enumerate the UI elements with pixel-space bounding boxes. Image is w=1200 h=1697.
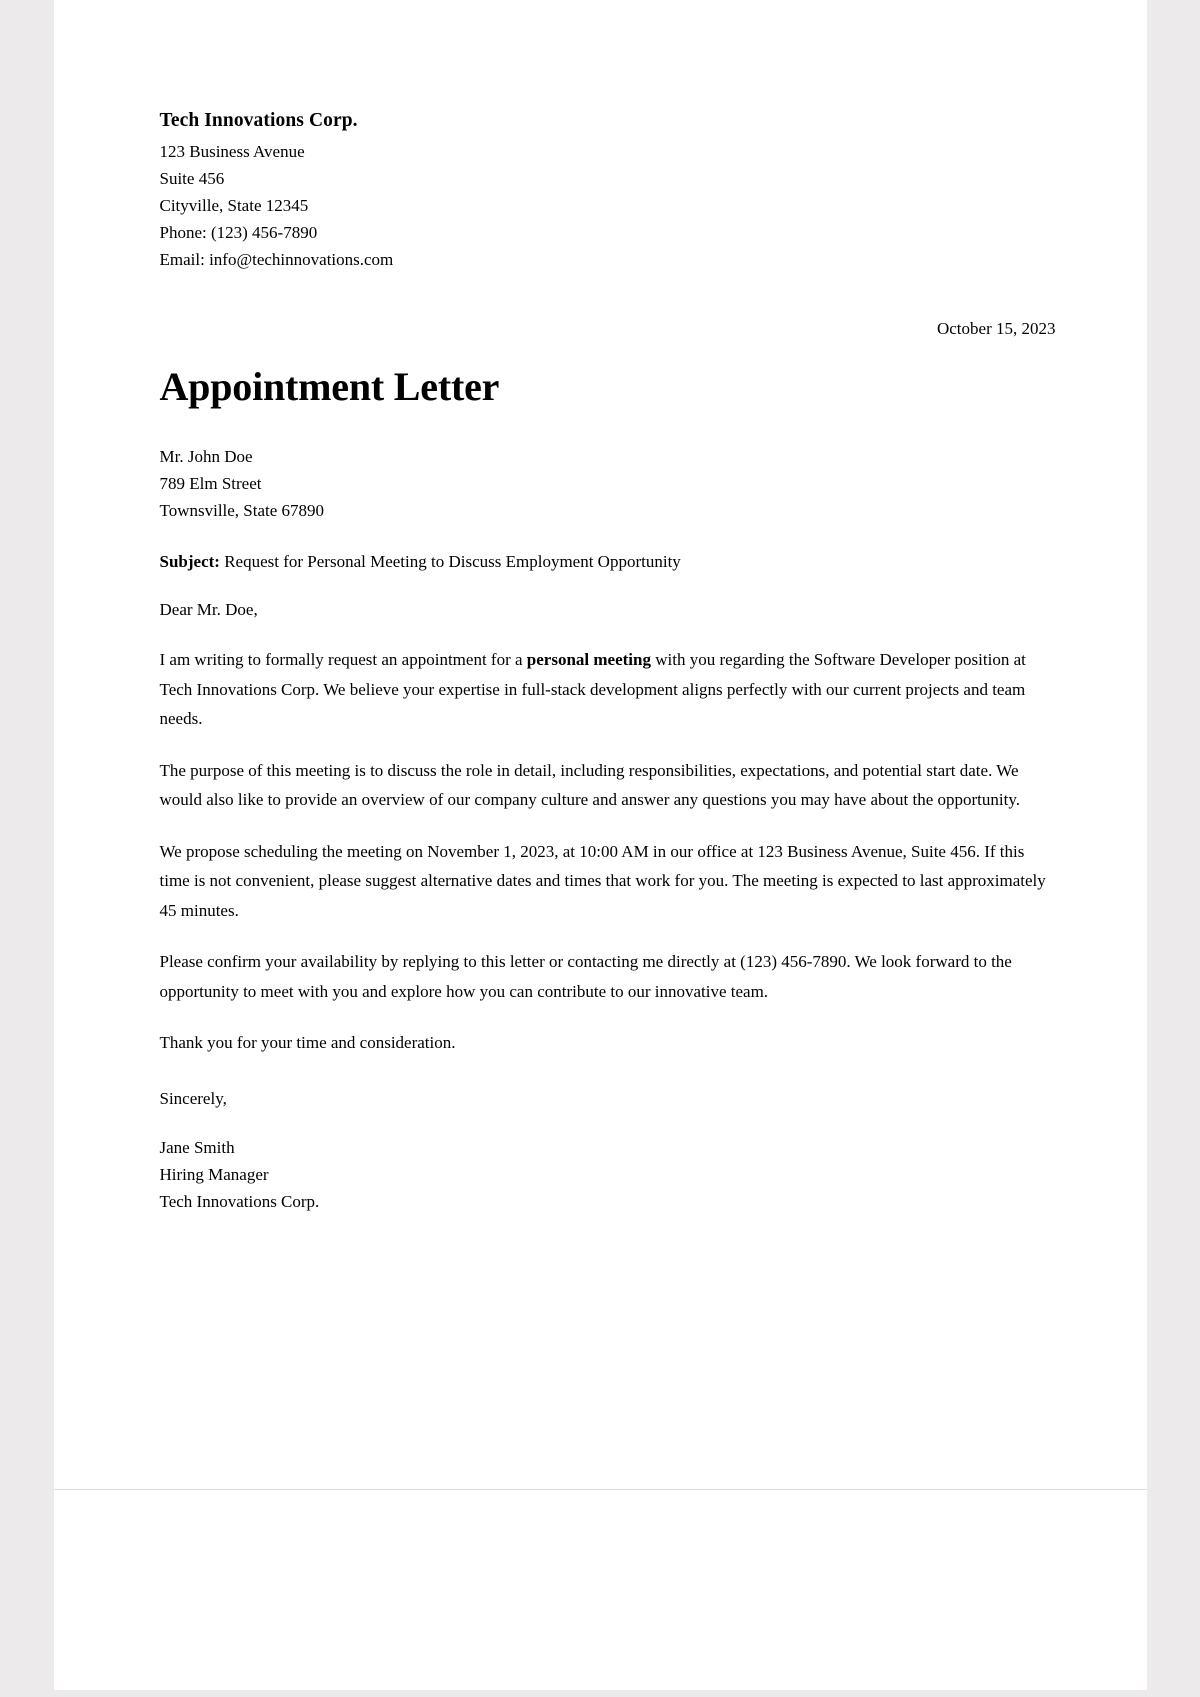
company-address-line-2: Suite 456 [159, 169, 225, 188]
signer-company: Tech Innovations Corp. [159, 1191, 320, 1211]
body-paragraph-3: We propose scheduling the meeting on November 1, 2023, at 10:00 AM in our office at 123 Business Avenue, Suite 456. If this time is not convenient, please suggest alternative dates and times that work for you. The meeting is expected to last approximately 45 minutes. [159, 841, 1046, 920]
signer-name: Jane Smith [159, 1137, 235, 1157]
body-paragraph-2: The purpose of this meeting is to discuss the role in detail, including responsibilities, expectations, and potential start date. We would also like to provide an overview of our company culture and answer any questions you may have about the opportunity. [159, 760, 1020, 809]
page-bottom-divider [54, 1489, 1147, 1490]
page-title: Appointment Letter [159, 364, 500, 409]
subject-label: Subject: [159, 552, 220, 571]
signer-job-title: Hiring Manager [159, 1164, 269, 1184]
body-paragraph-4: Please confirm your availability by replying to this letter or contacting me directly at (123) 456-7890. We look forward to the opportunity to meet with you and explore how you can contribute to our innovative team. [159, 952, 1012, 1001]
company-address-line-3: Cityville, State 12345 [159, 196, 309, 215]
paragraph-1-emphasis: personal meeting [526, 650, 651, 669]
company-name: Tech Innovations Corp. [159, 110, 358, 131]
company-address-line-1: 123 Business Avenue [159, 142, 305, 161]
recipient-city-state-zip: Townsville, State 67890 [159, 501, 325, 520]
signature-block [160, 1134, 1057, 1215]
recipient-name: Mr. John Doe [159, 447, 253, 466]
company-email: Email: info@techinnovations.com [159, 250, 394, 269]
company-phone: Phone: (123) 456-7890 [159, 223, 318, 242]
subject-text: Request for Personal Meeting to Discuss Employment Opportunity [219, 552, 681, 571]
closing-salutation: Sincerely, [159, 1088, 227, 1108]
letter-date: October 15, 2023 [936, 319, 1056, 338]
body-paragraph-5: Thank you for your time and consideration. [159, 1033, 456, 1052]
paragraph-1-part-2: with you regarding the Software Developer position at Tech Innovations Corp. We believe your expertise in full-stack development aligns perfectly with our current projects and team needs. [159, 650, 1026, 728]
letterhead-block [160, 106, 1057, 273]
paragraph-1-part-1: I am writing to formally request an appointment for a [159, 650, 527, 669]
recipient-street: 789 Elm Street [159, 474, 262, 493]
recipient-block [160, 443, 1057, 524]
page-margin-area [54, 1490, 1147, 1690]
subject-line [160, 549, 1057, 575]
salutation: Dear Mr. Doe, [159, 600, 258, 619]
letter-page [54, 0, 1147, 1490]
body-paragraph-1 [160, 645, 1057, 734]
